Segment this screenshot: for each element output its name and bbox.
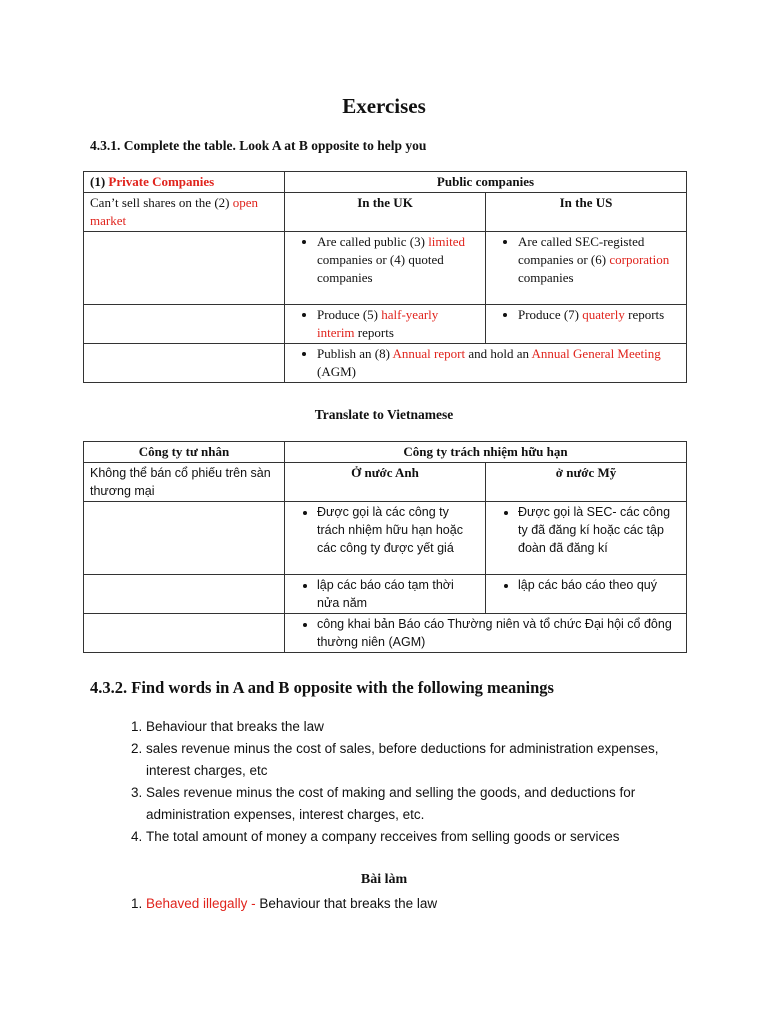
bullet-vn-uk-called: • Được gọi là các công ty trách nhiệm hữu hạn hoặc các công ty được yết giá <box>317 503 479 557</box>
cell-private-companies <box>84 172 285 193</box>
cell-vn-empty-1 <box>84 502 285 575</box>
list-item: 4. The total amount of money a company recceives from selling goods or services <box>146 826 696 848</box>
cell-us-produce <box>486 305 687 344</box>
cell-uk-called <box>285 232 486 305</box>
cell-cant-sell <box>84 193 285 232</box>
answers-list <box>96 893 696 915</box>
cell-empty-2 <box>84 305 285 344</box>
bullet-vn-us-produce: • lập các báo cáo theo quý <box>518 576 680 594</box>
list-item: 2. sales revenue minus the cost of sales, before deductions for administration expenses, interest charges, etc <box>146 738 696 782</box>
cell-in-the-uk: In the UK <box>285 193 486 232</box>
cell-vn-cant-sell: Không thể bán cổ phiếu trên sàn thương mại <box>84 463 285 502</box>
exercise-heading-4-3-1: 4.3.1. Complete the table. Look A at B opposite to help you <box>90 138 427 153</box>
private-companies-label: Private Companies <box>108 174 215 189</box>
bullet-vn-publish: • công khai bản Báo cáo Thường niên và tổ chức Đại hội cổ đông thường niên (AGM) <box>317 615 680 651</box>
answers-heading: Bài làm <box>360 872 408 887</box>
cell-vn-private: Công ty tư nhân <box>84 442 285 463</box>
bullet-us-produce: • Produce (7) quaterly reports <box>518 306 680 324</box>
cell-vn-uk-called <box>285 502 486 575</box>
corporation-answer: corporation <box>609 252 670 267</box>
exercise-heading-4-3-2: 4.3.2. Find words in A and B opposite with the following meanings <box>90 678 554 697</box>
cell-us-called <box>486 232 687 305</box>
limited-answer: limited <box>428 234 466 249</box>
private-number: (1) <box>90 174 106 189</box>
cell-vn-us-called <box>486 502 687 575</box>
list-item: 1. Behaviour that breaks the law <box>146 716 696 738</box>
cell-vn-publish <box>285 614 687 653</box>
cell-publish <box>285 344 687 383</box>
translate-heading: Translate to Vietnamese <box>314 407 454 422</box>
companies-table <box>83 171 687 383</box>
half-yearly-answer: half-yearly interim <box>317 307 439 340</box>
cell-vn-public: Công ty trách nhiệm hữu hạn <box>285 442 687 463</box>
answer-term: Behaved illegally - <box>146 896 256 911</box>
agm-answer: Annual General Meeting <box>531 346 661 361</box>
cant-sell-text: Can’t sell shares on the (2) <box>90 195 230 210</box>
cell-in-the-us: In the US <box>486 193 687 232</box>
cell-vn-us: ở nước Mỹ <box>486 463 687 502</box>
answer-definition: Behaviour that breaks the law <box>259 896 438 911</box>
annual-report-answer: Annual report <box>392 346 466 361</box>
cell-vn-uk-produce <box>285 575 486 614</box>
bullet-uk-called: • Are called public (3) limited companies or (4) quoted companies <box>317 233 479 287</box>
bullet-vn-us-called: • Được gọi là SEC- các công ty đã đăng kí hoặc các tập đoàn đã đăng kí <box>518 503 680 557</box>
bullet-publish: • Publish an (8) Annual report and hold an Annual General Meeting (AGM) <box>317 345 680 381</box>
page-title: Exercises <box>342 94 426 118</box>
bullet-us-called: • Are called SEC-registed companies or (6) corporation companies <box>518 233 680 287</box>
list-item: 3. Sales revenue minus the cost of making and selling the goods, and deductions for administration expenses, interest charges, etc. <box>146 782 696 826</box>
bullet-uk-produce: • Produce (5) half-yearly interim reports <box>317 306 479 342</box>
cell-empty-1 <box>84 232 285 305</box>
cell-vn-uk: Ở nước Anh <box>285 463 486 502</box>
vietnamese-table <box>83 441 687 653</box>
open-market-answer: open market <box>90 195 259 228</box>
meanings-list <box>96 716 696 848</box>
cell-vn-empty-3 <box>84 614 285 653</box>
cell-public-companies: Public companies <box>285 172 687 193</box>
list-item <box>146 893 696 915</box>
cell-vn-us-produce <box>486 575 687 614</box>
bullet-vn-uk-produce: • lập các báo cáo tạm thời nửa năm <box>317 576 479 612</box>
cell-empty-3 <box>84 344 285 383</box>
quaterly-answer: quaterly <box>582 307 625 322</box>
cell-uk-produce <box>285 305 486 344</box>
cell-vn-empty-2 <box>84 575 285 614</box>
